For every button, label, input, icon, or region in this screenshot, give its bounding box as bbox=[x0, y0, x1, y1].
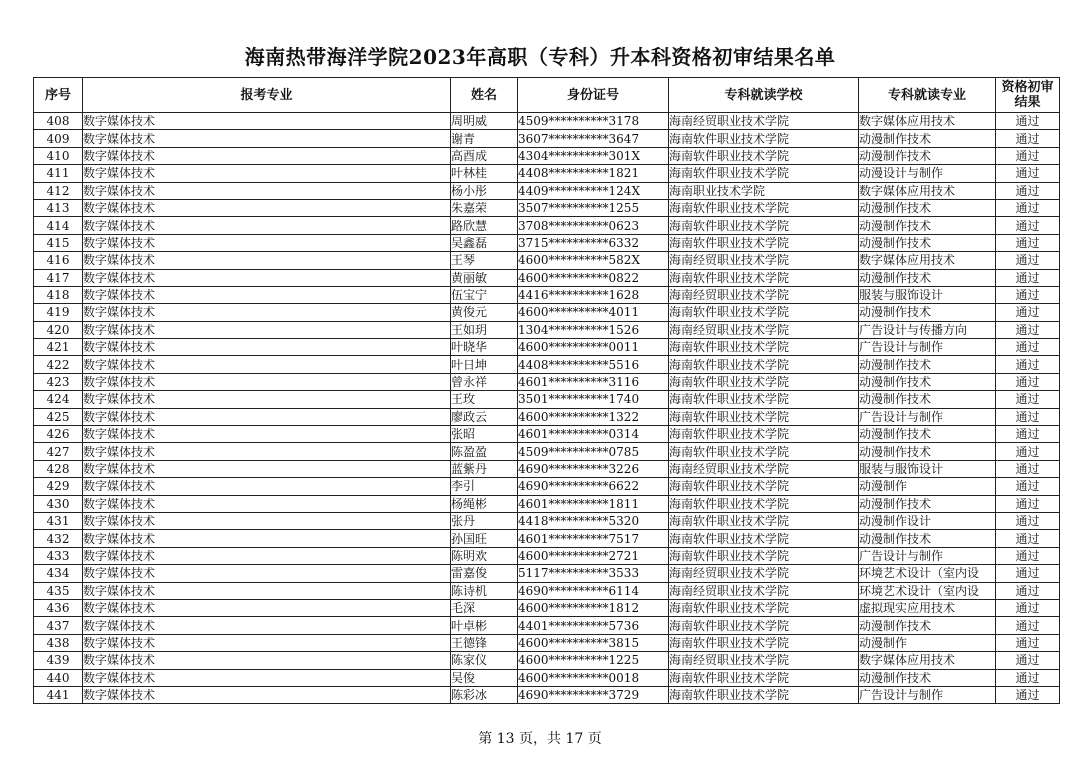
cell-name: 王玫 bbox=[451, 391, 518, 408]
cell-college: 海南软件职业技术学院 bbox=[669, 147, 859, 164]
cell-applied-major: 数字媒体技术 bbox=[83, 426, 451, 443]
table-row bbox=[34, 286, 1060, 303]
header-id-number: 身份证号 bbox=[518, 78, 669, 113]
cell-college: 海南软件职业技术学院 bbox=[669, 304, 859, 321]
table-header bbox=[34, 78, 1060, 113]
cell-index: 410 bbox=[34, 147, 83, 164]
cell-index: 430 bbox=[34, 495, 83, 512]
cell-index: 421 bbox=[34, 339, 83, 356]
cell-index: 429 bbox=[34, 478, 83, 495]
cell-review-result: 通过 bbox=[996, 286, 1060, 303]
cell-index: 419 bbox=[34, 304, 83, 321]
cell-college: 海南软件职业技术学院 bbox=[669, 512, 859, 529]
cell-college-major: 动漫制作 bbox=[859, 634, 996, 651]
cell-college-major: 动漫制作技术 bbox=[859, 217, 996, 234]
cell-index: 439 bbox=[34, 652, 83, 669]
cell-index: 413 bbox=[34, 199, 83, 216]
table-row bbox=[34, 373, 1060, 390]
cell-index: 422 bbox=[34, 356, 83, 373]
cell-college: 海南经贸职业技术学院 bbox=[669, 113, 859, 130]
cell-college: 海南经贸职业技术学院 bbox=[669, 582, 859, 599]
cell-id-number: 4690**********6622 bbox=[518, 478, 669, 495]
cell-index: 437 bbox=[34, 617, 83, 634]
cell-college-major: 动漫制作技术 bbox=[859, 530, 996, 547]
table-row bbox=[34, 686, 1060, 703]
results-table bbox=[33, 77, 1060, 704]
cell-name: 王德锋 bbox=[451, 634, 518, 651]
table-row bbox=[34, 426, 1060, 443]
cell-review-result: 通过 bbox=[996, 547, 1060, 564]
cell-applied-major: 数字媒体技术 bbox=[83, 582, 451, 599]
table-row bbox=[34, 408, 1060, 425]
cell-college: 海南软件职业技术学院 bbox=[669, 530, 859, 547]
cell-name: 吴俊 bbox=[451, 669, 518, 686]
table-row bbox=[34, 182, 1060, 199]
cell-review-result: 通过 bbox=[996, 234, 1060, 251]
cell-applied-major: 数字媒体技术 bbox=[83, 147, 451, 164]
cell-index: 433 bbox=[34, 547, 83, 564]
cell-index: 427 bbox=[34, 443, 83, 460]
cell-id-number: 3507**********1255 bbox=[518, 199, 669, 216]
table-row bbox=[34, 356, 1060, 373]
cell-name: 陈彩冰 bbox=[451, 686, 518, 703]
cell-name: 朱嘉荣 bbox=[451, 199, 518, 216]
cell-review-result: 通过 bbox=[996, 217, 1060, 234]
cell-name: 黄丽敏 bbox=[451, 269, 518, 286]
cell-review-result: 通过 bbox=[996, 356, 1060, 373]
cell-college-major: 动漫制作技术 bbox=[859, 356, 996, 373]
header-applied-major: 报考专业 bbox=[83, 78, 451, 113]
cell-name: 叶林桂 bbox=[451, 165, 518, 182]
cell-applied-major: 数字媒体技术 bbox=[83, 321, 451, 338]
header-row bbox=[34, 78, 1060, 113]
cell-id-number: 4416**********1628 bbox=[518, 286, 669, 303]
cell-college: 海南软件职业技术学院 bbox=[669, 408, 859, 425]
cell-applied-major: 数字媒体技术 bbox=[83, 565, 451, 582]
table-row bbox=[34, 460, 1060, 477]
cell-name: 吴鑫磊 bbox=[451, 234, 518, 251]
table-row bbox=[34, 113, 1060, 130]
cell-review-result: 通过 bbox=[996, 478, 1060, 495]
cell-college: 海南软件职业技术学院 bbox=[669, 130, 859, 147]
cell-index: 412 bbox=[34, 182, 83, 199]
cell-applied-major: 数字媒体技术 bbox=[83, 443, 451, 460]
cell-college: 海南经贸职业技术学院 bbox=[669, 252, 859, 269]
page-footer: 第 13 页，共 17 页 bbox=[478, 731, 602, 747]
cell-college: 海南软件职业技术学院 bbox=[669, 495, 859, 512]
cell-applied-major: 数字媒体技术 bbox=[83, 547, 451, 564]
cell-name: 周明威 bbox=[451, 113, 518, 130]
table-body bbox=[34, 113, 1060, 704]
header-college-major: 专科就读专业 bbox=[859, 78, 996, 113]
cell-name: 黄俊元 bbox=[451, 304, 518, 321]
cell-college: 海南软件职业技术学院 bbox=[669, 686, 859, 703]
cell-index: 418 bbox=[34, 286, 83, 303]
cell-index: 431 bbox=[34, 512, 83, 529]
cell-college-major: 广告设计与制作 bbox=[859, 339, 996, 356]
cell-id-number: 4509**********0785 bbox=[518, 443, 669, 460]
cell-id-number: 4690**********6114 bbox=[518, 582, 669, 599]
table-row bbox=[34, 217, 1060, 234]
cell-id-number: 4600**********0011 bbox=[518, 339, 669, 356]
cell-college: 海南软件职业技术学院 bbox=[669, 373, 859, 390]
table-row bbox=[34, 565, 1060, 582]
cell-applied-major: 数字媒体技术 bbox=[83, 373, 451, 390]
cell-applied-major: 数字媒体技术 bbox=[83, 669, 451, 686]
cell-index: 425 bbox=[34, 408, 83, 425]
cell-index: 426 bbox=[34, 426, 83, 443]
cell-applied-major: 数字媒体技术 bbox=[83, 356, 451, 373]
cell-index: 415 bbox=[34, 234, 83, 251]
cell-college: 海南软件职业技术学院 bbox=[669, 634, 859, 651]
cell-college-major: 动漫制作 bbox=[859, 478, 996, 495]
cell-college-major: 数字媒体应用技术 bbox=[859, 113, 996, 130]
cell-college-major: 服装与服饰设计 bbox=[859, 286, 996, 303]
cell-college-major: 动漫制作技术 bbox=[859, 495, 996, 512]
cell-index: 423 bbox=[34, 373, 83, 390]
cell-index: 408 bbox=[34, 113, 83, 130]
cell-id-number: 4600**********1225 bbox=[518, 652, 669, 669]
table-row bbox=[34, 634, 1060, 651]
table-row bbox=[34, 652, 1060, 669]
cell-applied-major: 数字媒体技术 bbox=[83, 495, 451, 512]
table-row bbox=[34, 199, 1060, 216]
cell-name: 高酉成 bbox=[451, 147, 518, 164]
cell-college-major: 动漫制作技术 bbox=[859, 269, 996, 286]
cell-college: 海南软件职业技术学院 bbox=[669, 269, 859, 286]
cell-review-result: 通过 bbox=[996, 652, 1060, 669]
cell-review-result: 通过 bbox=[996, 373, 1060, 390]
cell-id-number: 4401**********5736 bbox=[518, 617, 669, 634]
table-row bbox=[34, 234, 1060, 251]
cell-college: 海南经贸职业技术学院 bbox=[669, 460, 859, 477]
document-title: 海南热带海洋学院2023年高职（专科）升本科资格初审结果名单 bbox=[244, 45, 836, 69]
cell-applied-major: 数字媒体技术 bbox=[83, 460, 451, 477]
cell-review-result: 通过 bbox=[996, 686, 1060, 703]
table-row bbox=[34, 269, 1060, 286]
cell-id-number: 3607**********3647 bbox=[518, 130, 669, 147]
cell-review-result: 通过 bbox=[996, 252, 1060, 269]
header-review-result: 资格初审结果 bbox=[996, 78, 1060, 113]
cell-college-major: 动漫制作技术 bbox=[859, 147, 996, 164]
cell-college: 海南软件职业技术学院 bbox=[669, 217, 859, 234]
table-row bbox=[34, 304, 1060, 321]
table-row bbox=[34, 547, 1060, 564]
cell-id-number: 3715**********6332 bbox=[518, 234, 669, 251]
cell-name: 叶日坤 bbox=[451, 356, 518, 373]
cell-applied-major: 数字媒体技术 bbox=[83, 339, 451, 356]
cell-college: 海南经贸职业技术学院 bbox=[669, 286, 859, 303]
cell-review-result: 通过 bbox=[996, 512, 1060, 529]
cell-review-result: 通过 bbox=[996, 304, 1060, 321]
cell-college-major: 动漫制作技术 bbox=[859, 443, 996, 460]
cell-review-result: 通过 bbox=[996, 199, 1060, 216]
cell-review-result: 通过 bbox=[996, 460, 1060, 477]
table-row bbox=[34, 512, 1060, 529]
cell-applied-major: 数字媒体技术 bbox=[83, 165, 451, 182]
cell-applied-major: 数字媒体技术 bbox=[83, 634, 451, 651]
cell-review-result: 通过 bbox=[996, 582, 1060, 599]
cell-index: 435 bbox=[34, 582, 83, 599]
cell-name: 王如玥 bbox=[451, 321, 518, 338]
cell-college: 海南经贸职业技术学院 bbox=[669, 565, 859, 582]
cell-id-number: 4600**********0018 bbox=[518, 669, 669, 686]
cell-id-number: 4601**********1811 bbox=[518, 495, 669, 512]
cell-college: 海南软件职业技术学院 bbox=[669, 669, 859, 686]
cell-name: 杨小彤 bbox=[451, 182, 518, 199]
cell-applied-major: 数字媒体技术 bbox=[83, 217, 451, 234]
cell-review-result: 通过 bbox=[996, 495, 1060, 512]
cell-name: 毛深 bbox=[451, 599, 518, 616]
cell-index: 417 bbox=[34, 269, 83, 286]
cell-name: 雷嘉俊 bbox=[451, 565, 518, 582]
cell-name: 叶晓华 bbox=[451, 339, 518, 356]
cell-college-major: 广告设计与制作 bbox=[859, 686, 996, 703]
cell-review-result: 通过 bbox=[996, 321, 1060, 338]
table-row bbox=[34, 130, 1060, 147]
table-row bbox=[34, 252, 1060, 269]
table-row bbox=[34, 530, 1060, 547]
cell-id-number: 4601**********7517 bbox=[518, 530, 669, 547]
table-row bbox=[34, 443, 1060, 460]
header-college: 专科就读学校 bbox=[669, 78, 859, 113]
cell-review-result: 通过 bbox=[996, 599, 1060, 616]
cell-college-major: 动漫制作技术 bbox=[859, 373, 996, 390]
header-index: 序号 bbox=[34, 78, 83, 113]
cell-applied-major: 数字媒体技术 bbox=[83, 617, 451, 634]
cell-college: 海南经贸职业技术学院 bbox=[669, 321, 859, 338]
cell-name: 路欣慧 bbox=[451, 217, 518, 234]
cell-applied-major: 数字媒体技术 bbox=[83, 113, 451, 130]
table-row bbox=[34, 321, 1060, 338]
cell-applied-major: 数字媒体技术 bbox=[83, 686, 451, 703]
cell-applied-major: 数字媒体技术 bbox=[83, 304, 451, 321]
cell-applied-major: 数字媒体技术 bbox=[83, 512, 451, 529]
cell-college: 海南软件职业技术学院 bbox=[669, 443, 859, 460]
cell-review-result: 通过 bbox=[996, 391, 1060, 408]
cell-id-number: 4600**********1812 bbox=[518, 599, 669, 616]
cell-name: 陈家仪 bbox=[451, 652, 518, 669]
table-row bbox=[34, 599, 1060, 616]
cell-id-number: 4304**********301X bbox=[518, 147, 669, 164]
cell-college-major: 广告设计与制作 bbox=[859, 547, 996, 564]
cell-name: 孙国旺 bbox=[451, 530, 518, 547]
cell-id-number: 4600**********4011 bbox=[518, 304, 669, 321]
cell-college: 海南软件职业技术学院 bbox=[669, 391, 859, 408]
cell-id-number: 4408**********5516 bbox=[518, 356, 669, 373]
cell-applied-major: 数字媒体技术 bbox=[83, 530, 451, 547]
cell-college: 海南软件职业技术学院 bbox=[669, 599, 859, 616]
table-row bbox=[34, 495, 1060, 512]
cell-applied-major: 数字媒体技术 bbox=[83, 286, 451, 303]
cell-college-major: 动漫制作技术 bbox=[859, 234, 996, 251]
table-row bbox=[34, 669, 1060, 686]
cell-review-result: 通过 bbox=[996, 113, 1060, 130]
cell-college-major: 动漫制作技术 bbox=[859, 426, 996, 443]
cell-name: 李引 bbox=[451, 478, 518, 495]
cell-index: 420 bbox=[34, 321, 83, 338]
cell-id-number: 4600**********582X bbox=[518, 252, 669, 269]
cell-review-result: 通过 bbox=[996, 408, 1060, 425]
cell-applied-major: 数字媒体技术 bbox=[83, 269, 451, 286]
cell-college-major: 动漫制作技术 bbox=[859, 199, 996, 216]
cell-index: 440 bbox=[34, 669, 83, 686]
cell-college: 海南软件职业技术学院 bbox=[669, 339, 859, 356]
cell-college-major: 动漫制作技术 bbox=[859, 617, 996, 634]
cell-index: 414 bbox=[34, 217, 83, 234]
cell-index: 409 bbox=[34, 130, 83, 147]
cell-review-result: 通过 bbox=[996, 147, 1060, 164]
cell-id-number: 1304**********1526 bbox=[518, 321, 669, 338]
cell-college: 海南职业技术学院 bbox=[669, 182, 859, 199]
cell-index: 416 bbox=[34, 252, 83, 269]
cell-applied-major: 数字媒体技术 bbox=[83, 599, 451, 616]
cell-applied-major: 数字媒体技术 bbox=[83, 408, 451, 425]
cell-review-result: 通过 bbox=[996, 182, 1060, 199]
table-row bbox=[34, 165, 1060, 182]
cell-college: 海南经贸职业技术学院 bbox=[669, 652, 859, 669]
cell-name: 陈盈盈 bbox=[451, 443, 518, 460]
cell-id-number: 4600**********0822 bbox=[518, 269, 669, 286]
cell-review-result: 通过 bbox=[996, 130, 1060, 147]
cell-id-number: 4690**********3226 bbox=[518, 460, 669, 477]
cell-id-number: 4601**********0314 bbox=[518, 426, 669, 443]
cell-review-result: 通过 bbox=[996, 339, 1060, 356]
cell-college: 海南软件职业技术学院 bbox=[669, 356, 859, 373]
cell-applied-major: 数字媒体技术 bbox=[83, 391, 451, 408]
table-row bbox=[34, 147, 1060, 164]
cell-id-number: 4509**********3178 bbox=[518, 113, 669, 130]
cell-review-result: 通过 bbox=[996, 426, 1060, 443]
cell-applied-major: 数字媒体技术 bbox=[83, 182, 451, 199]
cell-review-result: 通过 bbox=[996, 617, 1060, 634]
cell-review-result: 通过 bbox=[996, 669, 1060, 686]
cell-college-major: 动漫制作技术 bbox=[859, 391, 996, 408]
table-row bbox=[34, 339, 1060, 356]
cell-index: 428 bbox=[34, 460, 83, 477]
cell-college: 海南软件职业技术学院 bbox=[669, 547, 859, 564]
cell-name: 陈诗机 bbox=[451, 582, 518, 599]
cell-applied-major: 数字媒体技术 bbox=[83, 234, 451, 251]
cell-id-number: 3501**********1740 bbox=[518, 391, 669, 408]
cell-id-number: 4690**********3729 bbox=[518, 686, 669, 703]
cell-college-major: 动漫制作技术 bbox=[859, 130, 996, 147]
header-name: 姓名 bbox=[451, 78, 518, 113]
cell-college-major: 数字媒体应用技术 bbox=[859, 652, 996, 669]
cell-name: 王琴 bbox=[451, 252, 518, 269]
cell-name: 杨绳彬 bbox=[451, 495, 518, 512]
cell-name: 张丹 bbox=[451, 512, 518, 529]
cell-index: 436 bbox=[34, 599, 83, 616]
cell-applied-major: 数字媒体技术 bbox=[83, 652, 451, 669]
cell-college: 海南软件职业技术学院 bbox=[669, 165, 859, 182]
cell-name: 廖政云 bbox=[451, 408, 518, 425]
cell-id-number: 4600**********3815 bbox=[518, 634, 669, 651]
cell-college: 海南软件职业技术学院 bbox=[669, 199, 859, 216]
cell-college-major: 广告设计与制作 bbox=[859, 408, 996, 425]
cell-college-major: 动漫制作技术 bbox=[859, 304, 996, 321]
cell-name: 叶卓彬 bbox=[451, 617, 518, 634]
cell-college-major: 服装与服饰设计 bbox=[859, 460, 996, 477]
cell-applied-major: 数字媒体技术 bbox=[83, 252, 451, 269]
cell-name: 曾永祥 bbox=[451, 373, 518, 390]
cell-review-result: 通过 bbox=[996, 443, 1060, 460]
cell-college: 海南软件职业技术学院 bbox=[669, 478, 859, 495]
cell-college: 海南软件职业技术学院 bbox=[669, 617, 859, 634]
cell-college-major: 动漫制作技术 bbox=[859, 669, 996, 686]
cell-id-number: 4409**********124X bbox=[518, 182, 669, 199]
cell-id-number: 4600**********2721 bbox=[518, 547, 669, 564]
cell-college-major: 动漫设计与制作 bbox=[859, 165, 996, 182]
cell-review-result: 通过 bbox=[996, 269, 1060, 286]
cell-college: 海南软件职业技术学院 bbox=[669, 426, 859, 443]
table-row bbox=[34, 617, 1060, 634]
cell-review-result: 通过 bbox=[996, 634, 1060, 651]
cell-applied-major: 数字媒体技术 bbox=[83, 199, 451, 216]
cell-index: 432 bbox=[34, 530, 83, 547]
cell-index: 411 bbox=[34, 165, 83, 182]
cell-review-result: 通过 bbox=[996, 565, 1060, 582]
cell-id-number: 3708**********0623 bbox=[518, 217, 669, 234]
cell-id-number: 4408**********1821 bbox=[518, 165, 669, 182]
cell-review-result: 通过 bbox=[996, 530, 1060, 547]
cell-college-major: 环境艺术设计（室内设 bbox=[859, 565, 996, 582]
cell-name: 伍宝宁 bbox=[451, 286, 518, 303]
cell-name: 陈明欢 bbox=[451, 547, 518, 564]
cell-review-result: 通过 bbox=[996, 165, 1060, 182]
cell-college-major: 数字媒体应用技术 bbox=[859, 182, 996, 199]
table-row bbox=[34, 478, 1060, 495]
cell-id-number: 5117**********3533 bbox=[518, 565, 669, 582]
cell-college-major: 动漫制作设计 bbox=[859, 512, 996, 529]
cell-name: 谢青 bbox=[451, 130, 518, 147]
cell-id-number: 4601**********3116 bbox=[518, 373, 669, 390]
cell-applied-major: 数字媒体技术 bbox=[83, 478, 451, 495]
cell-id-number: 4600**********1322 bbox=[518, 408, 669, 425]
cell-id-number: 4418**********5320 bbox=[518, 512, 669, 529]
cell-index: 441 bbox=[34, 686, 83, 703]
cell-name: 张昭 bbox=[451, 426, 518, 443]
cell-college-major: 广告设计与传播方向 bbox=[859, 321, 996, 338]
cell-college-major: 数字媒体应用技术 bbox=[859, 252, 996, 269]
table-row bbox=[34, 582, 1060, 599]
cell-college: 海南软件职业技术学院 bbox=[669, 234, 859, 251]
cell-college-major: 虚拟现实应用技术 bbox=[859, 599, 996, 616]
cell-index: 424 bbox=[34, 391, 83, 408]
cell-college-major: 环境艺术设计（室内设 bbox=[859, 582, 996, 599]
cell-index: 434 bbox=[34, 565, 83, 582]
cell-name: 蓝紫丹 bbox=[451, 460, 518, 477]
cell-index: 438 bbox=[34, 634, 83, 651]
cell-applied-major: 数字媒体技术 bbox=[83, 130, 451, 147]
table-row bbox=[34, 391, 1060, 408]
